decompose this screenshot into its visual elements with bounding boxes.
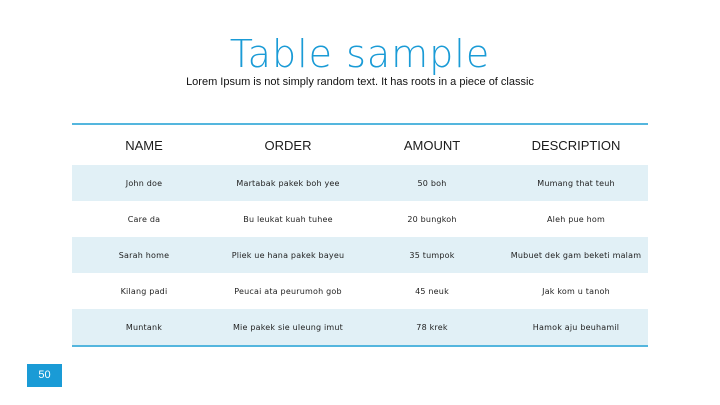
cell-order: Martabak pakek boh yee: [216, 165, 360, 201]
header-description: DESCRIPTION: [531, 137, 621, 153]
table-row: [72, 273, 648, 309]
cell-description: Mumang that teuh: [504, 165, 648, 201]
cell-amount: 20 bungkoh: [360, 201, 504, 237]
cell-order: Peucai ata peurumoh gob: [216, 273, 360, 309]
cell-amount: 78 krek: [360, 309, 504, 345]
cell-name: Kilang padi: [72, 273, 216, 309]
cell-description: Jak kom u tanoh: [504, 273, 648, 309]
header-amount: AMOUNT: [403, 137, 461, 153]
table-row: [72, 165, 648, 201]
slide-title: Table sample: [229, 32, 491, 76]
table-row: [72, 201, 648, 237]
table-row: [72, 237, 648, 273]
table-header-row: [72, 125, 648, 165]
cell-name: Care da: [72, 201, 216, 237]
cell-order: Pliek ue hana pakek bayeu: [216, 237, 360, 273]
cell-order: Bu leukat kuah tuhee: [216, 201, 360, 237]
table-row: [72, 309, 648, 345]
cell-name: Sarah home: [72, 237, 216, 273]
cell-order: Mie pakek sie uleung imut: [216, 309, 360, 345]
cell-amount: 50 boh: [360, 165, 504, 201]
cell-name: John doe: [72, 165, 216, 201]
page-number-badge: 50: [27, 364, 62, 387]
cell-amount: 35 tumpok: [360, 237, 504, 273]
cell-description: Aleh pue hom: [504, 201, 648, 237]
data-table: [72, 123, 648, 347]
cell-description: Mubuet dek gam beketi malam: [504, 237, 648, 273]
cell-name: Muntank: [72, 309, 216, 345]
header-name: NAME: [125, 137, 163, 153]
slide-subtitle: Lorem Ipsum is not simply random text. It has roots in a piece of classic: [186, 76, 534, 88]
cell-amount: 45 neuk: [360, 273, 504, 309]
table-body: [72, 125, 648, 345]
cell-description: Hamok aju beuhamil: [504, 309, 648, 345]
header-order: ORDER: [264, 137, 312, 153]
